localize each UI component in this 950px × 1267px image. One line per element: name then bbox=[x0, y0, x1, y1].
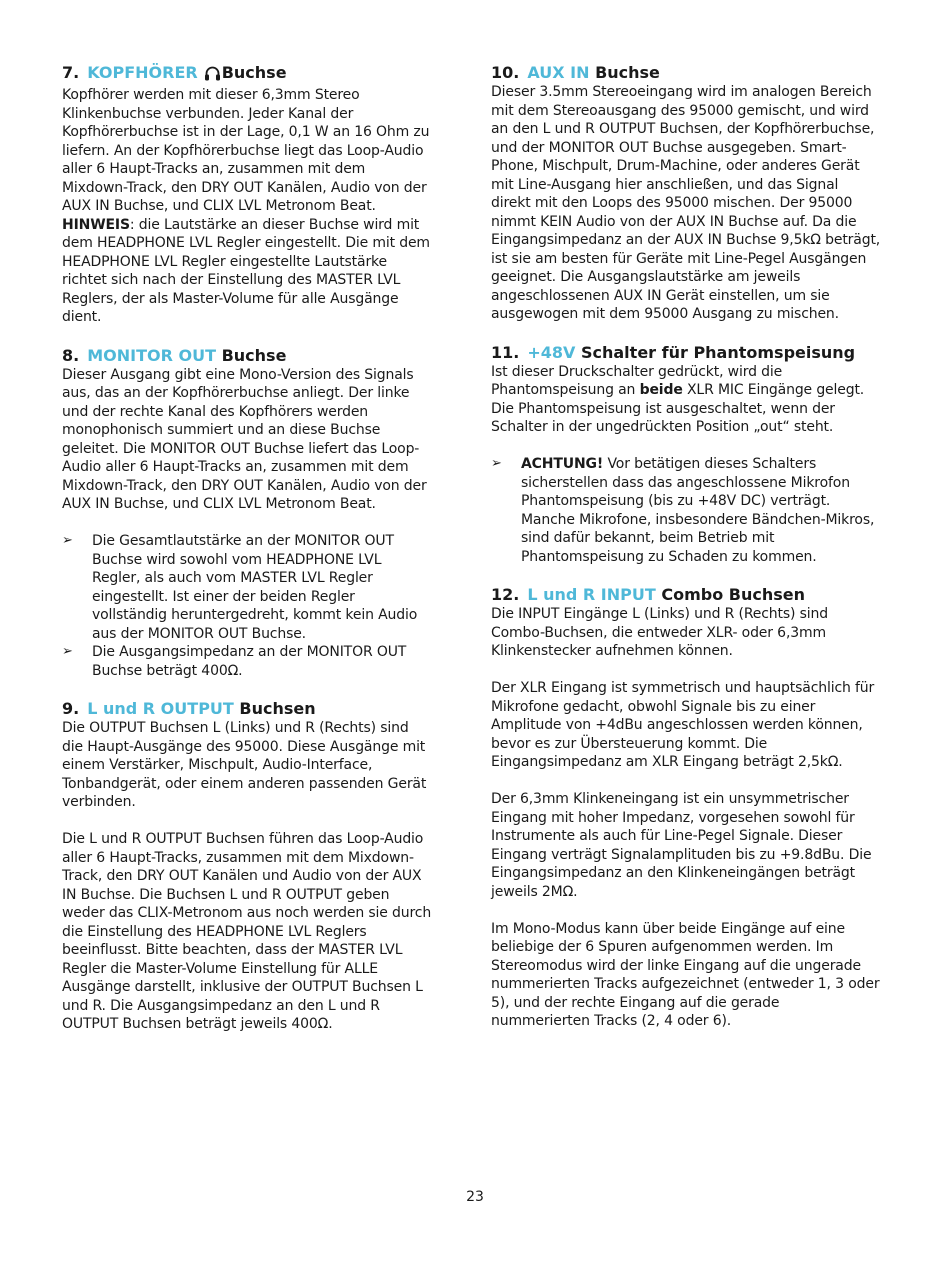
section-12-paragraph: Der 6,3mm Klinkeneingang ist ein unsymmetrischer Eingang mit hoher Impedanz, vorgesehen sowohl für Instrumente als auch für Line-Pegel Signale. Dieser Eingang verträgt Signalamplituden bis zu +9.8dBu. Die Eingangsimpedanz an den Klinkeneingängen beträgt jeweils 2MΩ. bbox=[491, 791, 872, 900]
section-highlight: +48V bbox=[527, 342, 576, 362]
list-item: ➢ ACHTUNG! Vor betätigen dieses Schalters sicherstellen dass das angeschlossene Mikrofon Phantomspeisung (bis zu +48V DC) verträgt. Manche Mikrofone, insbesondere Bändchen-Mikros, sind dafür bekannt, beim Betrieb mit Phantomspeisung zu Schaden zu kommen. bbox=[491, 456, 875, 565]
section-number: 10. bbox=[491, 63, 520, 82]
section-12-paragraph: Die INPUT Eingänge L (Links) und R (Rechts) sind Combo-Buchsen, die entweder XLR- oder 6,3mm Klinkenstecker aufnehmen können. bbox=[491, 606, 828, 659]
section-11-bullets bbox=[491, 455, 881, 566]
section-9-paragraph: Die OUTPUT Buchsen L (Links) und R (Rechts) sind die Haupt-Ausgänge des 95000. Diese Ausgänge mit einem Verstärker, Mischpult, Audio-Interface, Tonbandgerät, oder einem anderen passenden Gerät verbinden. bbox=[62, 720, 427, 810]
section-12-heading bbox=[491, 584, 881, 605]
arrow-bullet-icon: ➢ bbox=[62, 644, 73, 659]
section-number: 11. bbox=[491, 342, 520, 362]
section-10-body: Dieser 3.5mm Stereoeingang wird im analogen Bereich mit dem Stereoausgang des 95000 gemischt, und wird an den L und R OUTPUT Buchsen, der Kopfhörerbuchse, und der MONITOR OUT Buchse ausgegeben. Smart-Phone, Mischpult, Drum-Machine, oder anderes Gerät mit Line-Ausgang hier anschließen, und das Signal direkt mit den Loops des 95000 mischen. Der 95000 nimmt KEIN Audio von der AUX IN Buchse auf. Da die Eingangsimpedanz an der AUX IN Buchse 9,5kΩ beträgt, ist sie am besten für Geräte mit Line-Pegel Ausgängen geeignet. Die Ausgangslautstärke am jeweils angeschlossenen AUX IN Gerät einstellen, um sie ausgewogen mit dem 95000 Ausgang zu mischen. bbox=[491, 84, 881, 322]
page-number: 23 bbox=[466, 1189, 484, 1205]
section-9-heading bbox=[62, 698, 432, 719]
section-7-headphone-jack bbox=[62, 62, 432, 327]
section-title: Buchse bbox=[221, 63, 287, 82]
arrow-bullet-icon: ➢ bbox=[491, 456, 502, 471]
section-9-paragraph: Die L und R OUTPUT Buchsen führen das Loop-Audio aller 6 Haupt-Tracks, zusammen mit dem Mixdown-Track, den DRY OUT Kanälen und Audio von der AUX IN Buchse. Die Buchsen L und R OUTPUT geben weder das CLIX-Metronom aus noch werden sie durch die Einstellung des HEADPHONE LVL Reglers beeinflusst. Bitte beachten, dass der MASTER LVL Regler die Master-Volume Einstellung für ALLE Ausgänge darstellt, inklusive der OUTPUT Buchsen L und R. Die Ausgangsimpedanz an den L und R OUTPUT Buchsen beträgt jeweils 400Ω. bbox=[62, 831, 432, 1032]
section-title: Schalter für Phantomspeisung bbox=[580, 342, 856, 362]
section-12-paragraph: Im Mono-Modus kann über beide Eingänge auf eine beliebige der 6 Spuren aufgenommen werden. Im Stereomodus wird der linke Eingang auf die ungerade nummerierten Tracks aufgezeichnet (entweder 1, 3 oder 5), und der rechte Eingang auf die gerade nummerierten Tracks (2, 4 oder 6). bbox=[491, 920, 880, 1029]
section-title: Buchse bbox=[221, 345, 287, 365]
section-highlight: MONITOR OUT bbox=[87, 345, 216, 365]
section-8-monitor-out bbox=[62, 345, 432, 681]
headphone-icon bbox=[204, 65, 221, 86]
section-highlight: AUX IN bbox=[527, 63, 590, 82]
section-number: 7. bbox=[62, 63, 80, 82]
section-8-heading bbox=[62, 345, 432, 366]
section-9-output-jacks bbox=[62, 698, 432, 1034]
arrow-bullet-icon: ➢ bbox=[62, 533, 73, 548]
section-highlight: L und R OUTPUT bbox=[87, 699, 234, 718]
section-10-aux-in bbox=[491, 62, 881, 324]
section-12-paragraph: Der XLR Eingang ist symmetrisch und hauptsächlich für Mikrofone gedacht, obwohl Signale bis zu einer Amplitude von +4dBu angeschlossen werden können, bevor es zur Übersteuerung kommt. Die Eingangsimpedanz am XLR Eingang beträgt 2,5kΩ. bbox=[491, 680, 875, 770]
section-title: Buchse bbox=[595, 63, 660, 82]
section-12-input-combo bbox=[491, 584, 881, 1031]
section-number: 8. bbox=[62, 345, 80, 365]
list-item: ➢ Die Ausgangsimpedanz an der MONITOR OUT Buchse beträgt 400Ω. bbox=[62, 644, 407, 679]
section-title: Combo Buchsen bbox=[661, 585, 806, 604]
section-7-body: Kopfhörer werden mit dieser 6,3mm Stereo Klinkenbuchse verbunden. Jeder Kanal der Kopfhörerbuchse ist in der Lage, 0,1 W an 16 Ohm zu liefern. An der Kopfhörerbuchse liegt das Loop-Audio aller 6 Haupt-Tracks an, zusammen mit dem Mixdown-Track, den DRY OUT Kanälen, Audio von der AUX IN Buchse, und CLIX LVL Metronom Beat. HINWEIS: die Lautstärke an dieser Buchse wird mit dem HEADPHONE LVL Regler eingestellt. Die mit dem HEADPHONE LVL Regler eingestellte Lautstärke richtet sich nach der Einstellung des MASTER LVL Reglers, der als Master-Volume für alle Ausgänge dient. bbox=[62, 87, 430, 325]
section-8-body: Dieser Ausgang gibt eine Mono-Version des Signals aus, das an der Kopfhörerbuchse anliegt. Der linke und der rechte Kanal des Kopfhörers werden monophonisch summiert und an diese Buchse geleitet. Die MONITOR OUT Buchse liefert das Loop-Audio aller 6 Haupt-Tracks an, zusammen mit dem Mixdown-Track, den DRY OUT Kanälen, Audio von der AUX IN Buchse, und CLIX LVL Metronom Beat. bbox=[62, 366, 427, 512]
section-11-body: Ist dieser Druckschalter gedrückt, wird die Phantomspeisung an beide XLR MIC Eingänge gelegt. Die Phantomspeisung ist ausgeschaltet, wenn der Schalter in der ungedrückten Position „out“ steht. bbox=[491, 363, 865, 435]
section-number: 9. bbox=[62, 699, 80, 718]
left-column bbox=[62, 62, 432, 1052]
section-10-heading bbox=[491, 62, 881, 83]
section-number: 12. bbox=[491, 585, 520, 604]
list-item: ➢ Die Gesamtlautstärke an der MONITOR OUT Buchse wird sowohl vom HEADPHONE LVL Regler, als auch vom MASTER LVL Regler eingestellt. Ist einer der beiden Regler vollständig heruntergedreht, kommt kein Audio aus der MONITOR OUT Buchse. bbox=[62, 533, 418, 642]
section-highlight: L und R INPUT bbox=[527, 585, 656, 604]
section-title: Buchsen bbox=[239, 699, 316, 718]
section-11-phantom-power bbox=[491, 342, 881, 567]
section-highlight: KOPFHÖRER bbox=[87, 63, 198, 82]
section-11-heading bbox=[491, 342, 881, 363]
section-7-heading bbox=[62, 62, 432, 86]
section-8-bullets bbox=[62, 532, 432, 680]
right-column bbox=[491, 62, 881, 1049]
